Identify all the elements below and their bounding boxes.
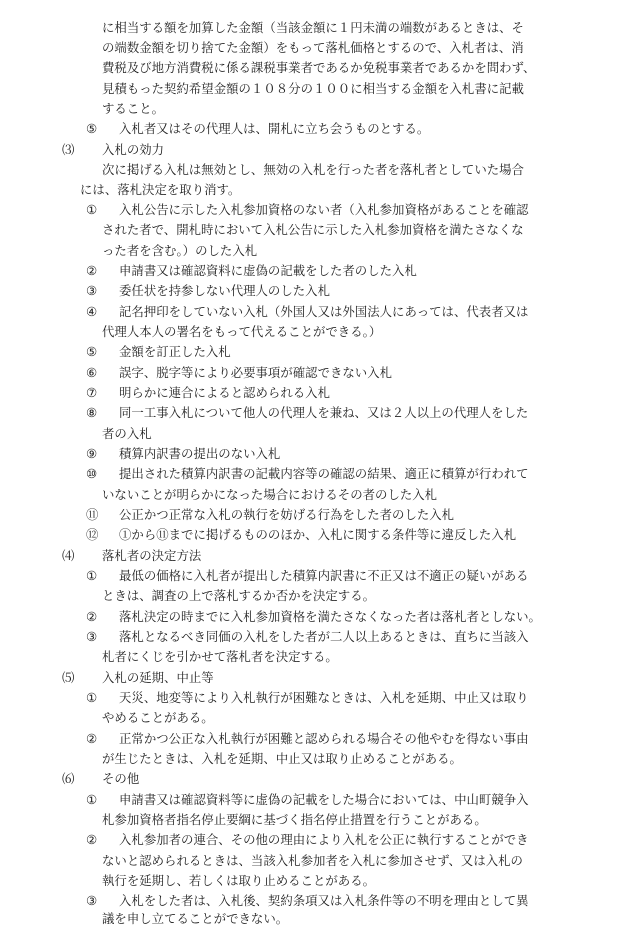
- item-text: 誤字、脱字等により必要事項が確認できない入札: [119, 365, 393, 380]
- item-marker: ⑥: [86, 365, 98, 380]
- item-text: 札者にくじを引かせて落札者を決定する。: [102, 649, 338, 664]
- item-marker: ⑫: [86, 527, 99, 542]
- item-text: 金額を訂正した入札: [119, 344, 231, 359]
- item-text: 明らかに連合によると認められる入札: [119, 385, 330, 400]
- item-text: 札参加資格者指名停止要綱に基づく指名停止措置を行うことがある。: [102, 812, 487, 827]
- text-line: 見積もった契約希望金額の１０８分の１００に相当する金額を入札書に記載: [102, 81, 524, 96]
- item-text: 落札決定の時までに入札参加資格を満たさなくなった者は落札者としない。: [119, 609, 541, 624]
- item-marker: ⑪: [86, 507, 99, 522]
- item-text: が生じたときは、入札を延期、中止又は取り止めることがある。: [102, 751, 462, 766]
- item-text: 委任状を持参しない代理人のした入札: [119, 283, 330, 298]
- item-text: 入札者又はその代理人は、開札に立ち会うものとする。: [119, 121, 430, 136]
- item-text: 提出された積算内訳書の記載内容等の確認の結果、適正に積算が行われて: [119, 466, 529, 481]
- item-marker: ①: [86, 792, 98, 807]
- text-line: 費税及び地方消費税に係る課税事業者であるか免税事業者であるかを問わず、: [102, 60, 536, 75]
- section-marker: ⑸: [62, 670, 75, 685]
- item-text: 入札公告に示した入札参加資格のない者（入札参加資格があることを確認: [119, 202, 529, 217]
- item-text: 代理人本人の署名をもって代えることができる。）: [102, 324, 382, 339]
- section-title: 入札の効力: [102, 142, 165, 157]
- item-marker: ③: [86, 893, 98, 908]
- item-marker: ⑤: [86, 344, 98, 359]
- item-text: 入札をした者は、入札後、契約条項又は入札条件等の不明を理由として異: [119, 893, 529, 908]
- item-marker: ①: [86, 568, 98, 583]
- item-text: 申請書又は確認資料等に虚偽の記載をした場合においては、中山町競争入: [119, 792, 529, 807]
- item-marker: ⑩: [86, 466, 98, 481]
- item-marker: ②: [86, 263, 98, 278]
- item-text: 最低の価格に入札者が提出した積算内訳書に不正又は不適正の疑いがある: [119, 568, 529, 583]
- section-title: 入札の延期、中止等: [102, 670, 214, 685]
- item-text: 記名押印をしていない入札（外国人又は外国法人にあっては、代表者又は: [119, 304, 529, 319]
- item-marker: ④: [86, 304, 98, 319]
- item-text: 正常かつ公正な入札執行が困難と認められる場合その他やむを得ない事由: [119, 731, 529, 746]
- item-text: った者を含む。）のした入札: [102, 243, 258, 258]
- item-marker: ①: [86, 690, 98, 705]
- item-marker: ⑨: [86, 446, 98, 461]
- item-text: 者の入札: [102, 426, 152, 441]
- item-text: 公正かつ正常な入札の執行を妨げる行為をした者のした入札: [119, 507, 455, 522]
- item-text: やめることがある。: [102, 710, 214, 725]
- item-marker: ③: [86, 283, 98, 298]
- section-title: その他: [102, 771, 140, 786]
- item-text: 天災、地変等により入札執行が困難なときは、入札を延期、中止又は取り: [119, 690, 529, 705]
- item-text: 積算内訳書の提出のない入札: [119, 446, 281, 461]
- text-line: に相当する額を加算した金額（当該金額に１円未満の端数があるときは、そ: [102, 20, 524, 35]
- item-text: ①から⑪までに掲げるもののほか、入札に関する条件等に違反した入札: [119, 527, 517, 542]
- section-marker: ⑶: [62, 142, 75, 157]
- item-text: ときは、調査の上で落札するか否かを決定する。: [102, 588, 376, 603]
- item-marker: ②: [86, 609, 98, 624]
- item-marker: ③: [86, 629, 98, 644]
- item-text: 同一工事入札について他人の代理人を兼ね、又は２人以上の代理人をした: [119, 405, 529, 420]
- item-text: 執行を延期し、若しくは取り止めることがある。: [102, 873, 376, 888]
- item-text: された者で、開札時において入札公告に示した入札参加資格を満たさなくな: [102, 222, 524, 237]
- text-line: すること。: [102, 101, 165, 116]
- item-text: ないと認められるときは、当該入札参加者を入札に参加させず、又は入札の: [102, 853, 523, 868]
- item-marker: ①: [86, 202, 98, 217]
- section-marker: ⑷: [62, 548, 75, 563]
- item-text: 落札となるべき同価の入札をした者が二人以上あるときは、直ちに当該入: [119, 629, 529, 644]
- item-text: 議を申し立てることができない。: [102, 911, 289, 926]
- text-line: の端数金額を切り捨てた金額）をもって落札価格とするので、入札者は、消: [102, 40, 524, 55]
- section-marker: ⑹: [62, 771, 75, 786]
- text-line: 次に掲げる入札は無効とし、無効の入札を行った者を落札者としていた場合: [102, 162, 524, 177]
- item-marker: ⑦: [86, 385, 98, 400]
- item-marker: ②: [86, 832, 98, 847]
- item-marker: ⑧: [86, 405, 98, 420]
- item-marker: ②: [86, 731, 98, 746]
- item-text: 入札参加者の連合、その他の理由により入札を公正に執行することができ: [119, 832, 529, 847]
- item-marker: ⑤: [86, 121, 98, 136]
- text-line: には、落札決定を取り消す。: [80, 182, 241, 197]
- item-text: いないことが明らかになった場合におけるその者のした入札: [102, 487, 438, 502]
- section-title: 落札者の決定方法: [102, 548, 202, 563]
- item-text: 申請書又は確認資料に虚偽の記載をした者のした入札: [119, 263, 417, 278]
